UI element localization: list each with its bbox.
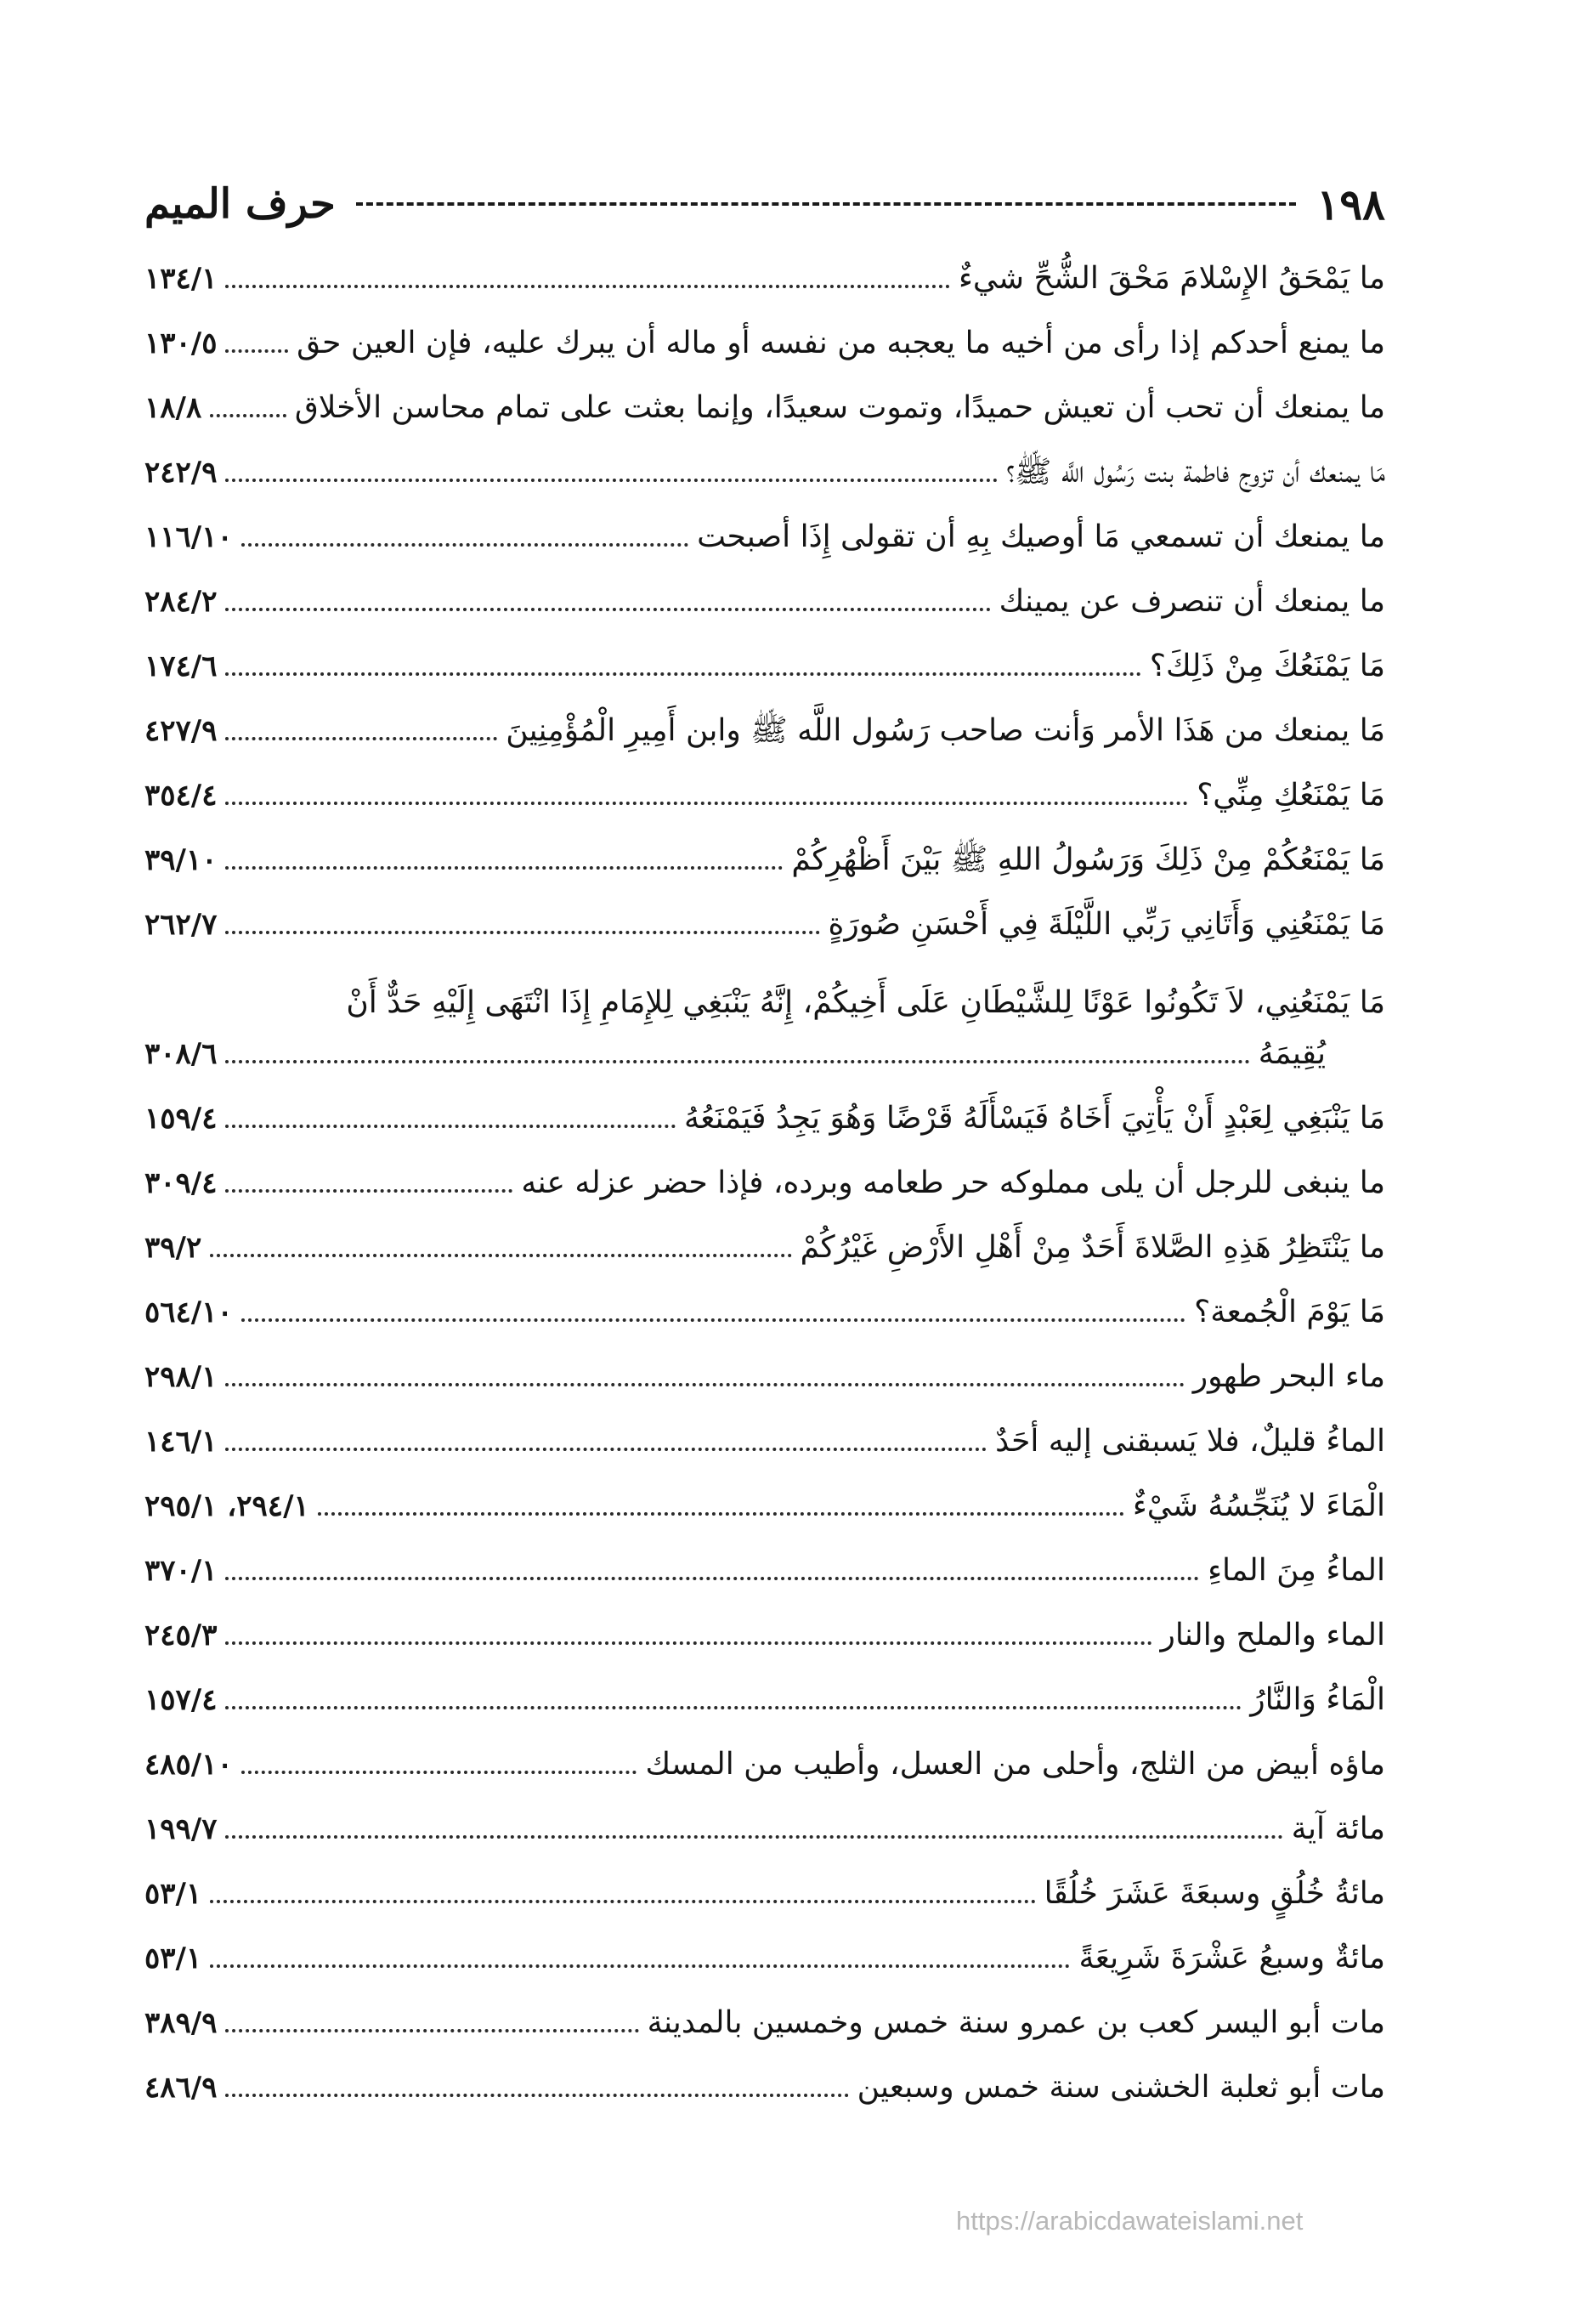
index-entry bbox=[144, 1662, 1385, 1726]
dot-leader bbox=[225, 2094, 848, 2097]
dot-leader bbox=[241, 543, 688, 547]
entry-text: الْمَاءَ لا يُنَجِّسُهُ شَيْءٌ bbox=[1132, 1488, 1385, 1523]
entry-reference: ٣٠٩/٤ bbox=[144, 1166, 218, 1201]
entry-text: مائة آية bbox=[1291, 1811, 1385, 1846]
entry-text: ما يمنعك أن تنصرف عن يمينك bbox=[999, 583, 1385, 619]
entry-text: الماء والملح والنار bbox=[1160, 1617, 1385, 1652]
dot-leader bbox=[225, 1448, 987, 1451]
index-entry bbox=[144, 370, 1385, 434]
index-entry bbox=[144, 1274, 1385, 1339]
entry-text: الماءُ مِنَ الماءِ bbox=[1208, 1552, 1385, 1588]
entry-reference: ١٧٤/٦ bbox=[144, 649, 218, 684]
dot-leader bbox=[210, 414, 286, 417]
entry-text: مَا يَنْبَغِي لِعَبْدٍ أَنْ يَأْتِيَ أَخَاهُ فَيَسْأَلَهُ قَرْضًا وَهُوَ يَجِدُ فَيَمْنَعُهُ bbox=[683, 1100, 1385, 1136]
entry-reference: ٢٩٨/١ bbox=[144, 1360, 218, 1395]
entry-text: مَا يَمْنَعُكُمْ مِنْ ذَلِكَ وَرَسُولُ اللهِ ﷺ بَيْنَ أَظْهُرِكُمْ bbox=[791, 842, 1385, 877]
dot-leader bbox=[225, 608, 990, 611]
entry-reference: ٣٩/١٠ bbox=[144, 843, 218, 878]
entry-text: مات أبو ثعلبة الخشنى سنة خمس وسبعين bbox=[857, 2069, 1385, 2105]
entry-reference: ٥٣/١ bbox=[144, 1877, 202, 1912]
dot-leader bbox=[225, 1641, 1151, 1645]
entry-text: مَا يَمْنَعُكِ مِنِّي؟ bbox=[1197, 777, 1385, 813]
dot-leader bbox=[225, 1189, 512, 1193]
entry-reference: ٣٠٨/٦ bbox=[144, 1037, 218, 1072]
page-header bbox=[144, 170, 1385, 238]
entry-reference: ١٣٤/١ bbox=[144, 262, 218, 297]
index-entry bbox=[144, 1145, 1385, 1210]
dot-leader bbox=[225, 1577, 1199, 1580]
entry-text: ماء البحر طهور bbox=[1192, 1358, 1385, 1394]
dot-leader bbox=[210, 1964, 1070, 1968]
entry-reference: ٣٧٠/١ bbox=[144, 1554, 218, 1589]
index-entry bbox=[144, 1339, 1385, 1403]
dot-leader bbox=[210, 1900, 1035, 1903]
index-entry bbox=[144, 434, 1385, 499]
entry-text: مَا يَمْنَعُنِي وَأَتَانِي رَبِّي اللَّيْلَةَ فِي أَحْسَنِ صُورَةٍ bbox=[828, 906, 1385, 942]
entry-reference: ١٣٠/٥ bbox=[144, 326, 218, 361]
entry-text: مائةُ خُلُقٍ وسبعَةَ عَشَرَ خُلُقًا bbox=[1044, 1875, 1385, 1911]
index-entry bbox=[144, 1468, 1385, 1533]
index-entry bbox=[144, 1856, 1385, 1920]
entry-reference: ٥٦٤/١٠ bbox=[144, 1295, 233, 1330]
dot-leader bbox=[225, 737, 497, 740]
index-entry bbox=[144, 1920, 1385, 1985]
entry-text: الْمَاءُ وَالنَّارُ bbox=[1250, 1681, 1385, 1717]
dot-leader bbox=[225, 802, 1188, 805]
index-entries bbox=[144, 241, 1385, 2114]
entry-text: الماءُ قليلٌ، فلا يَسبقنى إليه أحَدٌ bbox=[995, 1423, 1385, 1459]
index-entry bbox=[144, 1597, 1385, 1662]
index-entry bbox=[144, 757, 1385, 822]
index-entry bbox=[144, 1791, 1385, 1856]
entry-reference: ١٥٧/٤ bbox=[144, 1683, 218, 1718]
index-entry bbox=[144, 628, 1385, 693]
entry-reference: ٣٥٤/٤ bbox=[144, 779, 218, 813]
index-entry bbox=[144, 693, 1385, 757]
dot-leader bbox=[225, 1835, 1282, 1839]
dot-leader bbox=[225, 479, 997, 482]
dot-leader bbox=[241, 1318, 1185, 1322]
dot-leader bbox=[225, 2029, 638, 2032]
entry-reference: ٣٨٩/٩ bbox=[144, 2006, 218, 2041]
index-entry bbox=[144, 1726, 1385, 1791]
entry-reference: ١١٦/١٠ bbox=[144, 520, 233, 555]
entry-reference: ٢٦٢/٧ bbox=[144, 908, 218, 943]
dot-leader bbox=[225, 1383, 1184, 1386]
entry-text-continuation: يُقِيمَهُ bbox=[1258, 1035, 1326, 1071]
entry-text: ما يمنعك أن تسمعي مَا أوصيك بِهِ أن تقولى إِذَا أصبحت bbox=[697, 519, 1385, 554]
index-entry bbox=[144, 2049, 1385, 2114]
entry-text: مات أبو اليسر كعب بن عمرو سنة خمس وخمسين بالمدينة bbox=[647, 2004, 1385, 2040]
entry-reference: ٤٨٥/١٠ bbox=[144, 1748, 233, 1783]
dot-leader bbox=[225, 931, 819, 934]
dot-leader bbox=[241, 1771, 637, 1774]
entry-text: مَا يَمْنَعُنِي، لاَ تَكُونُوا عَوْنًا لِلشَّيْطَانِ عَلَى أَخِيكُمْ، إِنَّهُ يَنْبَغِي لِلإِمَامِ إِذَا انْتَهَى إِلَيْهِ حَدٌّ أَنْ bbox=[346, 985, 1385, 1021]
entry-reference: ٢٤٥/٣ bbox=[144, 1618, 218, 1653]
entry-reference: ٢٤٢/٩ bbox=[144, 456, 218, 490]
index-entry bbox=[144, 241, 1385, 305]
index-entry bbox=[144, 1403, 1385, 1468]
dot-leader bbox=[225, 866, 783, 870]
dot-leader bbox=[210, 1254, 791, 1257]
dot-leader bbox=[225, 349, 288, 353]
entry-reference: ١٤٦/١ bbox=[144, 1425, 218, 1460]
index-entry bbox=[144, 1533, 1385, 1597]
index-entry bbox=[144, 1080, 1385, 1145]
entry-text: ما ينبغى للرجل أن يلى مملوكه حر طعامه وبرده، فإذا حضر عزله عنه bbox=[521, 1165, 1385, 1200]
index-entry bbox=[144, 951, 1385, 1080]
entry-reference: ٤٨٦/٩ bbox=[144, 2071, 218, 2106]
entry-text: مَا يَمْنَعُكَ مِنْ ذَلِكَ؟ bbox=[1149, 648, 1385, 683]
entry-reference: ١٨/٨ bbox=[144, 391, 202, 426]
entry-reference: ٣٩/٢ bbox=[144, 1231, 202, 1266]
section-title: حرف الميم bbox=[144, 180, 336, 228]
entry-text: ما يَمْحَقُ الإِسْلامَ مَحْقَ الشُّحِّ شيءٌ bbox=[959, 260, 1385, 296]
entry-text: مَا يمنعك من هَذَا الأمر وَأنت صاحب رَسُول اللَّه ﷺ وابن أَمِيرِ الْمُؤْمِنِينَ bbox=[506, 712, 1385, 748]
index-entry bbox=[144, 887, 1385, 951]
dot-leader bbox=[225, 1060, 1249, 1063]
dot-leader bbox=[225, 1706, 1242, 1709]
entry-reference: ١٥٩/٤ bbox=[144, 1102, 218, 1136]
entry-reference: ٤٢٧/٩ bbox=[144, 714, 218, 749]
dot-leader bbox=[225, 672, 1140, 676]
entry-reference: ٢٨٤/٢ bbox=[144, 585, 218, 620]
index-entry bbox=[144, 1985, 1385, 2049]
dot-leader bbox=[318, 1512, 1124, 1516]
entry-text: مائةٌ وسبعُ عَشْرَةَ شَرِيعَةً bbox=[1078, 1940, 1385, 1975]
index-entry bbox=[144, 564, 1385, 628]
watermark: https://arabicdawateislami.net bbox=[956, 2206, 1304, 2236]
index-entry bbox=[144, 822, 1385, 887]
entry-text: ما يمنع أحدكم إذا رأى من أخيه ما يعجبه من نفسه أو ماله أن يبرك عليه، فإن العين حق bbox=[297, 325, 1385, 360]
dot-leader bbox=[225, 1125, 676, 1128]
header-divider bbox=[356, 202, 1297, 206]
entry-reference: ١٩٩/٧ bbox=[144, 1812, 218, 1847]
index-entry bbox=[144, 1210, 1385, 1274]
dot-leader bbox=[225, 285, 950, 288]
index-entry bbox=[144, 305, 1385, 370]
entry-text: ما يمنعك أن تحب أن تعيش حميدًا، وتموت سعيدًا، وإنما بعثت على تمام محاسن الأخلاق bbox=[294, 389, 1385, 425]
entry-text: ماؤه أبيض من الثلج، وأحلى من العسل، وأطيب من المسك bbox=[645, 1746, 1385, 1782]
index-entry bbox=[144, 499, 1385, 564]
entry-text: ما يَنْتَظِرُ هَذِهِ الصَّلاةَ أَحَدٌ مِنْ أَهْلِ الأَرْضِ غَيْرُكُمْ bbox=[800, 1229, 1385, 1265]
entry-text: مَا يمنعك أن تزوج فاطمة بنت رَسُول اللَّه ﷺ؟ bbox=[1005, 454, 1385, 490]
entry-reference: ٢٩٤/١، ٢٩٥/١ bbox=[144, 1489, 309, 1524]
entry-reference: ٥٣/١ bbox=[144, 1941, 202, 1976]
page-number: ١٩٨ bbox=[1316, 179, 1385, 230]
entry-text: مَا يَوْمَ الْجُمعة؟ bbox=[1194, 1294, 1385, 1329]
